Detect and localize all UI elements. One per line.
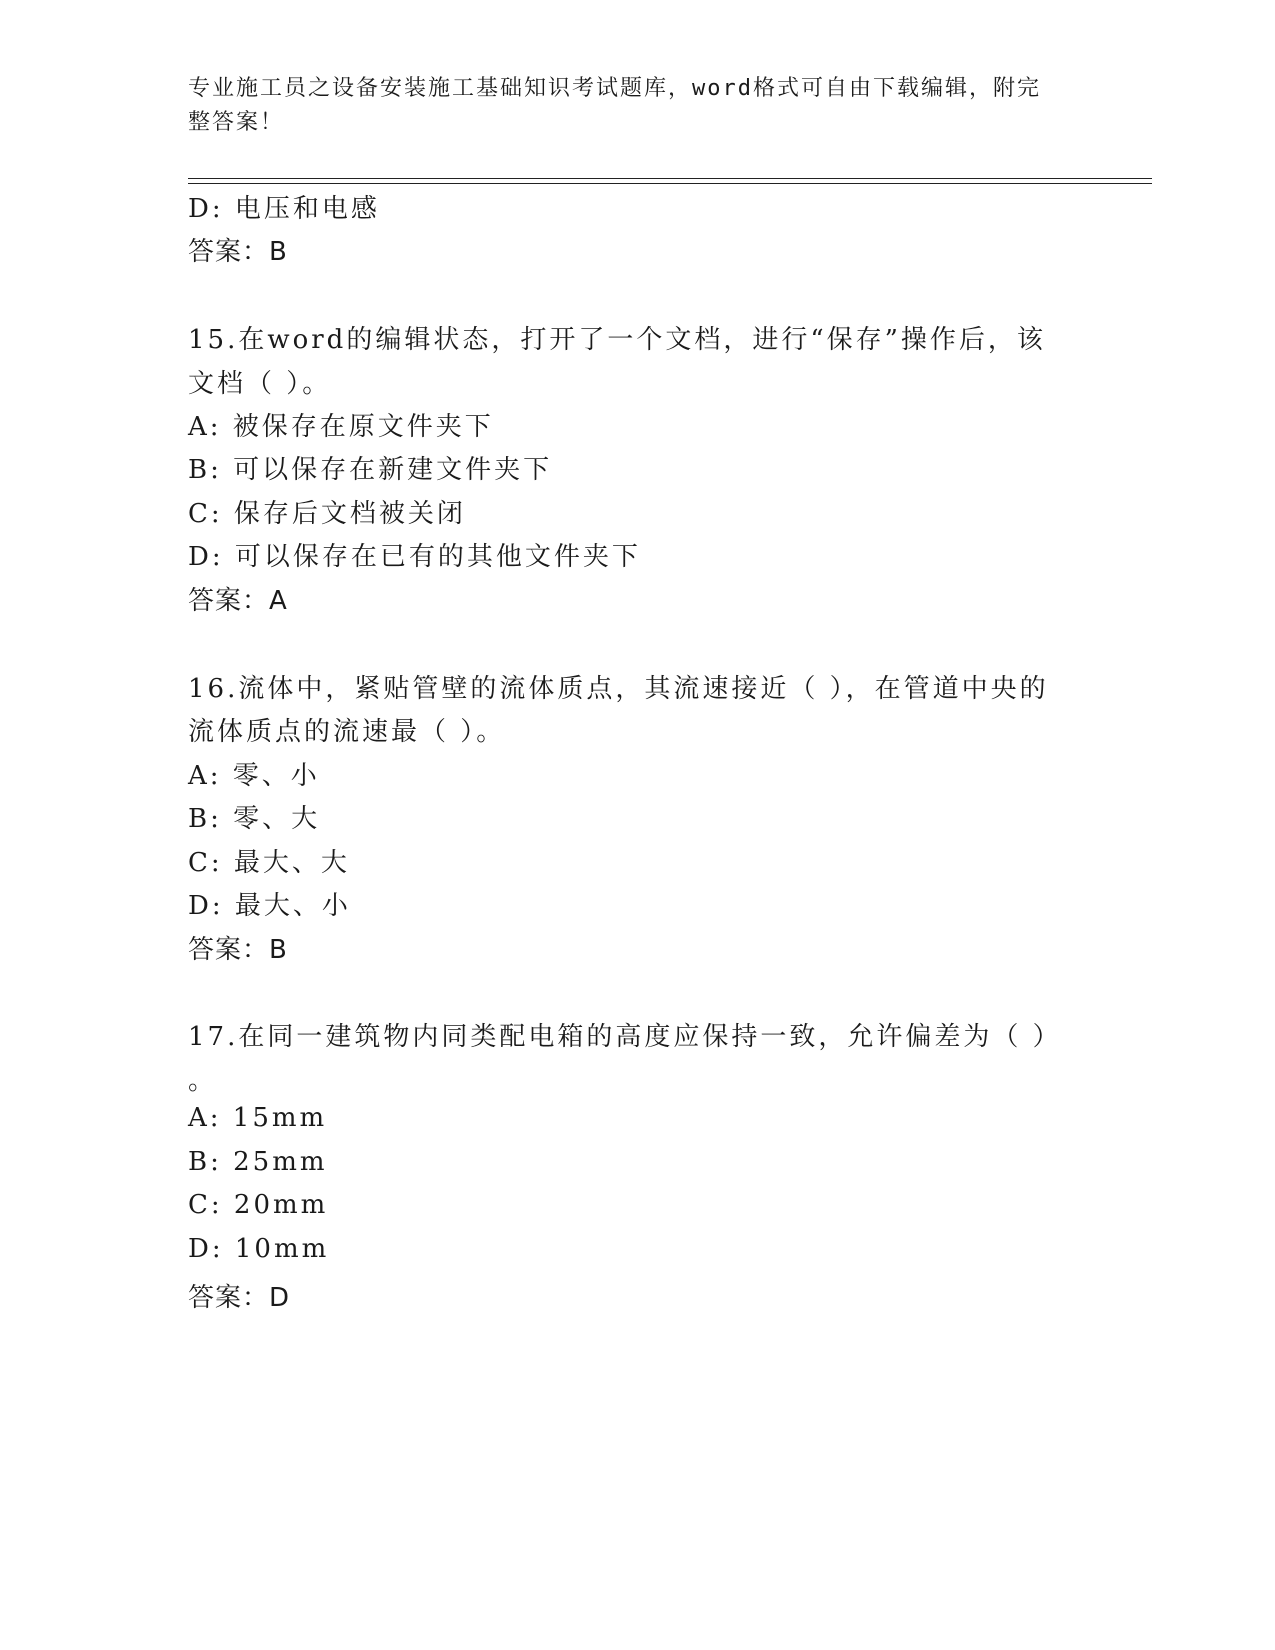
document-header bbox=[188, 72, 1068, 140]
option-a: A: 15mm bbox=[188, 1103, 328, 1133]
header-title-line-2: 整答案！ bbox=[188, 110, 285, 135]
question-stem-line-1: 15.在word的编辑状态，打开了一个文档，进行“保存”操作后，该 bbox=[188, 325, 1046, 355]
option-b: B: 25mm bbox=[188, 1147, 328, 1177]
header-title-line-1: 专业施工员之设备安装施工基础知识考试题库，word格式可自由下载编辑，附完 bbox=[188, 76, 1041, 101]
header-divider-bottom bbox=[188, 183, 1152, 184]
option-a: A: 零、小 bbox=[188, 761, 320, 791]
option-c: C: 最大、大 bbox=[188, 848, 350, 878]
question-stem-line-2: 流体质点的流速最（ ）。 bbox=[188, 717, 506, 747]
question-stem-line-1: 16.流体中，紧贴管壁的流体质点，其流速接近（ ），在管道中央的 bbox=[188, 674, 1049, 704]
question-stem-line-1: 17.在同一建筑物内同类配电箱的高度应保持一致，允许偏差为（ ） bbox=[188, 1022, 1062, 1052]
option-b: B: 零、大 bbox=[188, 804, 321, 834]
option-d: D: 最大、小 bbox=[188, 891, 351, 921]
carryover-option-d: D: 电压和电感 bbox=[188, 194, 380, 224]
option-b: B: 可以保存在新建文件夹下 bbox=[188, 455, 553, 485]
header-divider-top bbox=[188, 178, 1152, 179]
carryover-answer: 答案：B bbox=[188, 237, 288, 267]
option-a: A: 被保存在原文件夹下 bbox=[188, 412, 494, 442]
question-stem-line-2: 。 bbox=[188, 1066, 218, 1096]
question-stem-line-2: 文档（ ）。 bbox=[188, 369, 332, 399]
option-d: D: 可以保存在已有的其他文件夹下 bbox=[188, 542, 641, 572]
answer: 答案：B bbox=[188, 935, 288, 965]
option-c: C: 20mm bbox=[188, 1190, 329, 1220]
answer: 答案：A bbox=[188, 586, 288, 616]
option-c: C: 保存后文档被关闭 bbox=[188, 499, 466, 529]
answer: 答案：D bbox=[188, 1283, 291, 1313]
option-d: D: 10mm bbox=[188, 1234, 330, 1264]
